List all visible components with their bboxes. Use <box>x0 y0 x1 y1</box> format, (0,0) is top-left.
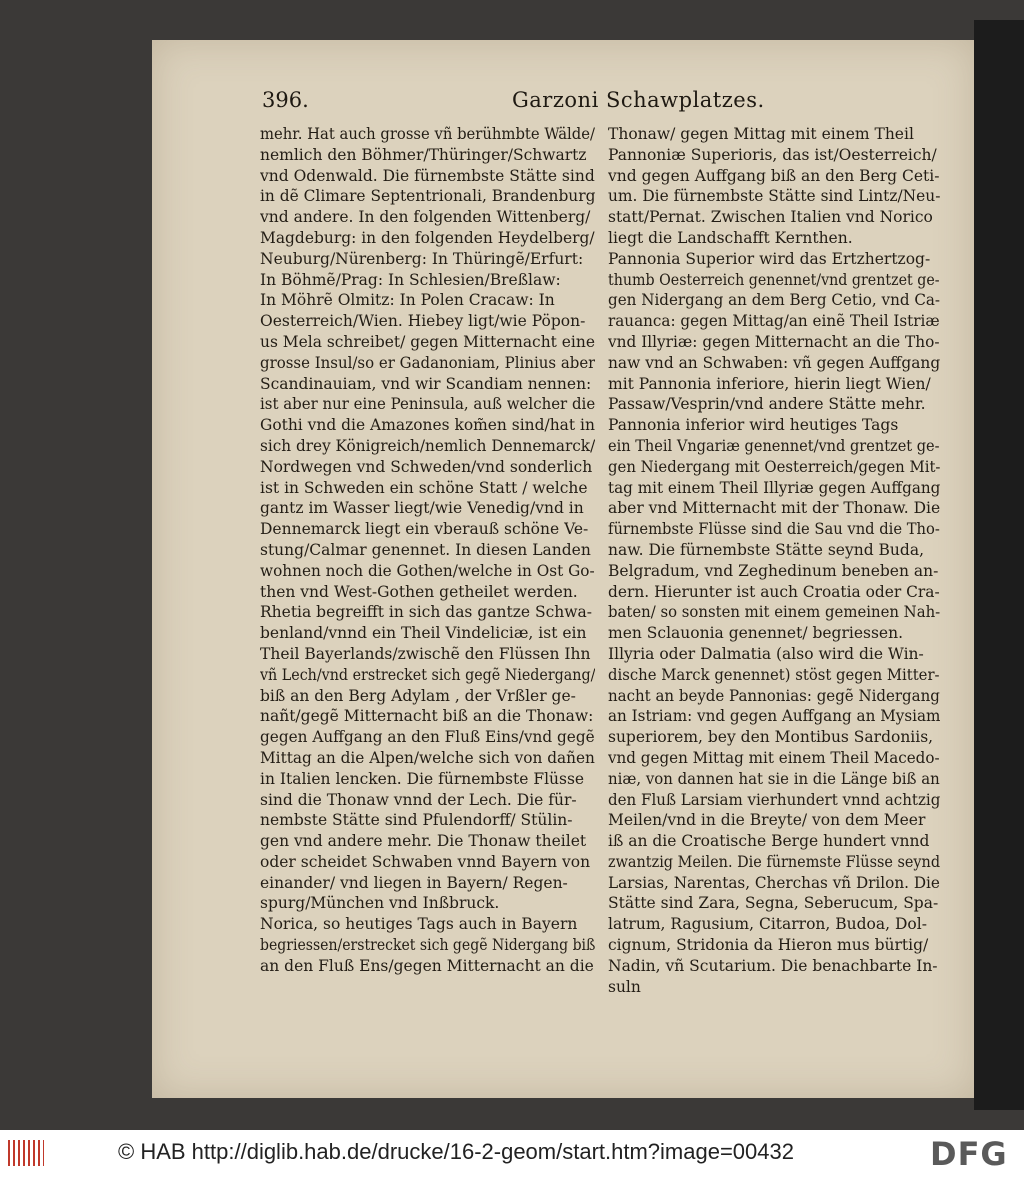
text-line: Norica, so heutiges Tags auch in Bayern <box>260 915 578 934</box>
text-line: In Möhrẽ Olmitz: In Polen Cracaw: In <box>260 291 555 310</box>
text-line: Pannoniæ Superioris, das ist/Oesterreich/ <box>608 145 937 164</box>
text-line: nañt/gegẽ Mitternacht biß an die Thonaw: <box>260 707 594 726</box>
text-line: Gothi vnd die Amazones kom̃en sind/hat in <box>260 416 595 435</box>
text-line: Larsias, Narentas, Cherchas vñ Drilon. Die <box>608 873 940 892</box>
text-line: gen Niedergang mit Oesterreich/gegen Mit- <box>608 457 940 476</box>
text-line: mit Pannonia inferiore, hierin liegt Wien/ <box>608 374 931 393</box>
text-line: in dẽ Climare Septentrionali, Brandenburg <box>260 187 595 206</box>
text-line: biß an den Berg Adylam , der Vrßler ge- <box>260 686 576 705</box>
text-line: Theil Bayerlands/zwischẽ den Flüssen Ihn <box>260 644 591 663</box>
text-line: suln <box>608 977 641 996</box>
text-line: stung/Calmar genennet. In diesen Landen <box>260 540 591 559</box>
text-line: um. Die fürnembste Stätte sind Lintz/Neu- <box>608 187 940 206</box>
text-line: cignum, Stridonia da Hieron mus bürtig/ <box>608 936 929 955</box>
text-line: superiorem, bey den Montibus Sardoniis, <box>608 728 934 747</box>
text-line: statt/Pernat. Zwischen Italien vnd Norico <box>608 208 933 227</box>
text-line: dische Marck genennet) stöst gegen Mitter- <box>608 665 940 684</box>
page-header <box>262 88 882 122</box>
text-line: grosse Insul/so er Gadanoniam, Plinius aber <box>260 353 595 372</box>
text-line: vnd gegen Auffgang biß an den Berg Ceti- <box>608 166 940 185</box>
page-number: 396. <box>262 88 309 112</box>
text-line: vnd gegen Mittag mit einem Theil Macedo- <box>608 748 940 767</box>
text-line: thumb Oesterreich genennet/vnd grentzet ge- <box>608 270 940 289</box>
text-line: gantz im Wasser liegt/wie Venedig/vnd in <box>260 499 584 518</box>
copyright-url[interactable]: © HAB http://diglib.hab.de/drucke/16-2-geom/start.htm?image=00432 <box>118 1139 794 1164</box>
page-edge <box>974 20 1024 1110</box>
text-line: aber vnd Mitternacht mit der Thonaw. Die <box>608 499 940 518</box>
text-line: fürnembste Flüsse sind die Sau vnd die Tho- <box>608 520 940 539</box>
dfg-logo: DFG <box>930 1135 1008 1173</box>
text-line: Passaw/Vesprin/vnd andere Stätte mehr. <box>608 395 926 414</box>
text-line: Thonaw/ gegen Mittag mit einem Theil <box>608 125 914 143</box>
text-line: Pannonia inferior wird heutiges Tags <box>608 416 899 435</box>
text-line: iß an die Croatische Berge hundert vnnd <box>608 832 930 851</box>
text-line: Stätte sind Zara, Segna, Seberucum, Spa- <box>608 894 939 913</box>
text-line: tag mit einem Theil Illyriæ gegen Auffgang <box>608 478 940 497</box>
text-line: vnd Illyriæ: gegen Mitternacht an die Tho- <box>608 332 940 351</box>
text-line: rauanca: gegen Mittag/an einẽ Theil Istriæ <box>608 312 940 331</box>
text-line: latrum, Ragusium, Citarron, Budoa, Dol- <box>608 915 927 934</box>
text-line: den Fluß Larsiam vierhundert vnnd achtzig <box>608 790 940 809</box>
text-line: Oesterreich/Wien. Hiebey ligt/wie Pöpon- <box>260 312 586 331</box>
text-line: liegt die Landschafft Kernthen. <box>608 228 853 247</box>
text-line: naw. Die fürnembste Stätte seynd Buda, <box>608 540 925 559</box>
text-line: sind die Thonaw vnnd der Lech. Die für- <box>260 790 577 809</box>
left-text-column <box>260 124 595 977</box>
text-line: vnd Odenwald. Die fürnembste Stätte sind <box>260 166 595 185</box>
text-line: einander/ vnd liegen in Bayern/ Regen- <box>260 873 568 892</box>
text-line: oder scheidet Schwaben vnnd Bayern von <box>260 852 591 871</box>
text-line: In Böhmẽ/Prag: In Schlesien/Breßlaw: <box>260 270 561 289</box>
text-line: Magdeburg: in den folgenden Heydelberg/ <box>260 228 595 247</box>
text-line: vñ Lech/vnd erstrecket sich gegẽ Niedergang/ <box>260 665 595 684</box>
text-line: gen Nidergang an dem Berg Cetio, vnd Ca- <box>608 291 940 310</box>
text-line: wohnen noch die Gothen/welche in Ost Go- <box>260 561 595 580</box>
text-line: dern. Hierunter ist auch Croatia oder Cra- <box>608 582 940 601</box>
text-line: Neuburg/Nürenberg: In Thüringẽ/Erfurt: <box>260 249 584 268</box>
text-line: zwantzig Meilen. Die fürnemste Flüsse seynd <box>608 852 940 871</box>
text-line: gegen Auffgang an den Fluß Eins/vnd gegẽ <box>260 728 595 747</box>
text-line: Pannonia Superior wird das Ertzhertzog- <box>608 249 931 268</box>
text-line: spurg/München vnd Inßbruck. <box>260 894 500 913</box>
text-line: vnd andere. In den folgenden Wittenberg/ <box>260 208 591 227</box>
text-line: an den Fluß Ens/gegen Mitternacht an die <box>260 956 594 975</box>
text-line: men Sclauonia genennet/ begriessen. <box>608 624 904 643</box>
text-line: nemlich den Böhmer/Thüringer/Schwartz <box>260 145 587 164</box>
text-line: ein Theil Vngariæ genennet/vnd grentzet ge- <box>608 436 940 455</box>
text-line: ist in Schweden ein schöne Statt / welche <box>260 478 588 497</box>
text-line: Meilen/vnd in die Breyte/ von dem Meer <box>608 811 926 830</box>
right-text-column <box>608 124 940 997</box>
text-line: benland/vnnd ein Theil Vindeliciæ, ist ein <box>260 624 587 643</box>
text-line: Belgradum, vnd Zeghedinum beneben an- <box>608 561 939 580</box>
text-line: then vnd West-Gothen getheilet werden. <box>260 582 578 601</box>
text-line: Dennemarck liegt ein vberauß schöne Ve- <box>260 520 589 539</box>
text-line: nacht an beyde Pannonias: gegẽ Nidergang <box>608 686 940 705</box>
text-line: an Istriam: vnd gegen Auffgang an Mysiam <box>608 707 940 726</box>
text-line: us Mela schreibet/ gegen Mitternacht eine <box>260 332 595 351</box>
footer-bar <box>0 1130 1024 1177</box>
text-line: Mittag an die Alpen/welche sich von dañen <box>260 748 595 767</box>
text-line: Scandinauiam, vnd wir Scandiam nennen: <box>260 374 592 393</box>
text-line: sich drey Königreich/nemlich Dennemarck/ <box>260 436 595 455</box>
text-line: in Italien lencken. Die fürnembste Flüsse <box>260 769 585 788</box>
text-line: nembste Stätte sind Pfulendorff/ Stülin- <box>260 811 573 830</box>
text-line: Nadin, vñ Scutarium. Die benachbarte In- <box>608 956 938 975</box>
text-line: gen vnd andere mehr. Die Thonaw theilet <box>260 832 587 851</box>
book-page <box>152 40 974 1098</box>
barcode-icon <box>8 1140 44 1166</box>
text-line: Nordwegen vnd Schweden/vnd sonderlich <box>260 457 593 476</box>
text-line: baten/ so sonsten mit einem gemeinen Nah- <box>608 603 940 622</box>
text-line: begriessen/erstrecket sich gegẽ Nidergang biß <box>260 936 595 955</box>
text-line: naw vnd an Schwaben: vñ gegen Auffgang <box>608 353 940 372</box>
text-line: ist aber nur eine Peninsula, auß welcher die <box>260 395 595 414</box>
text-line: mehr. Hat auch grosse vñ berühmbte Wälde/ <box>260 125 595 143</box>
text-line: Illyria oder Dalmatia (also wird die Win- <box>608 644 924 663</box>
running-head: Garzoni Schawplatzes. <box>512 88 765 112</box>
text-line: niæ, von dannen hat sie in die Länge biß an <box>608 769 940 788</box>
text-line: Rhetia begreifft in sich das gantze Schwa- <box>260 603 592 622</box>
